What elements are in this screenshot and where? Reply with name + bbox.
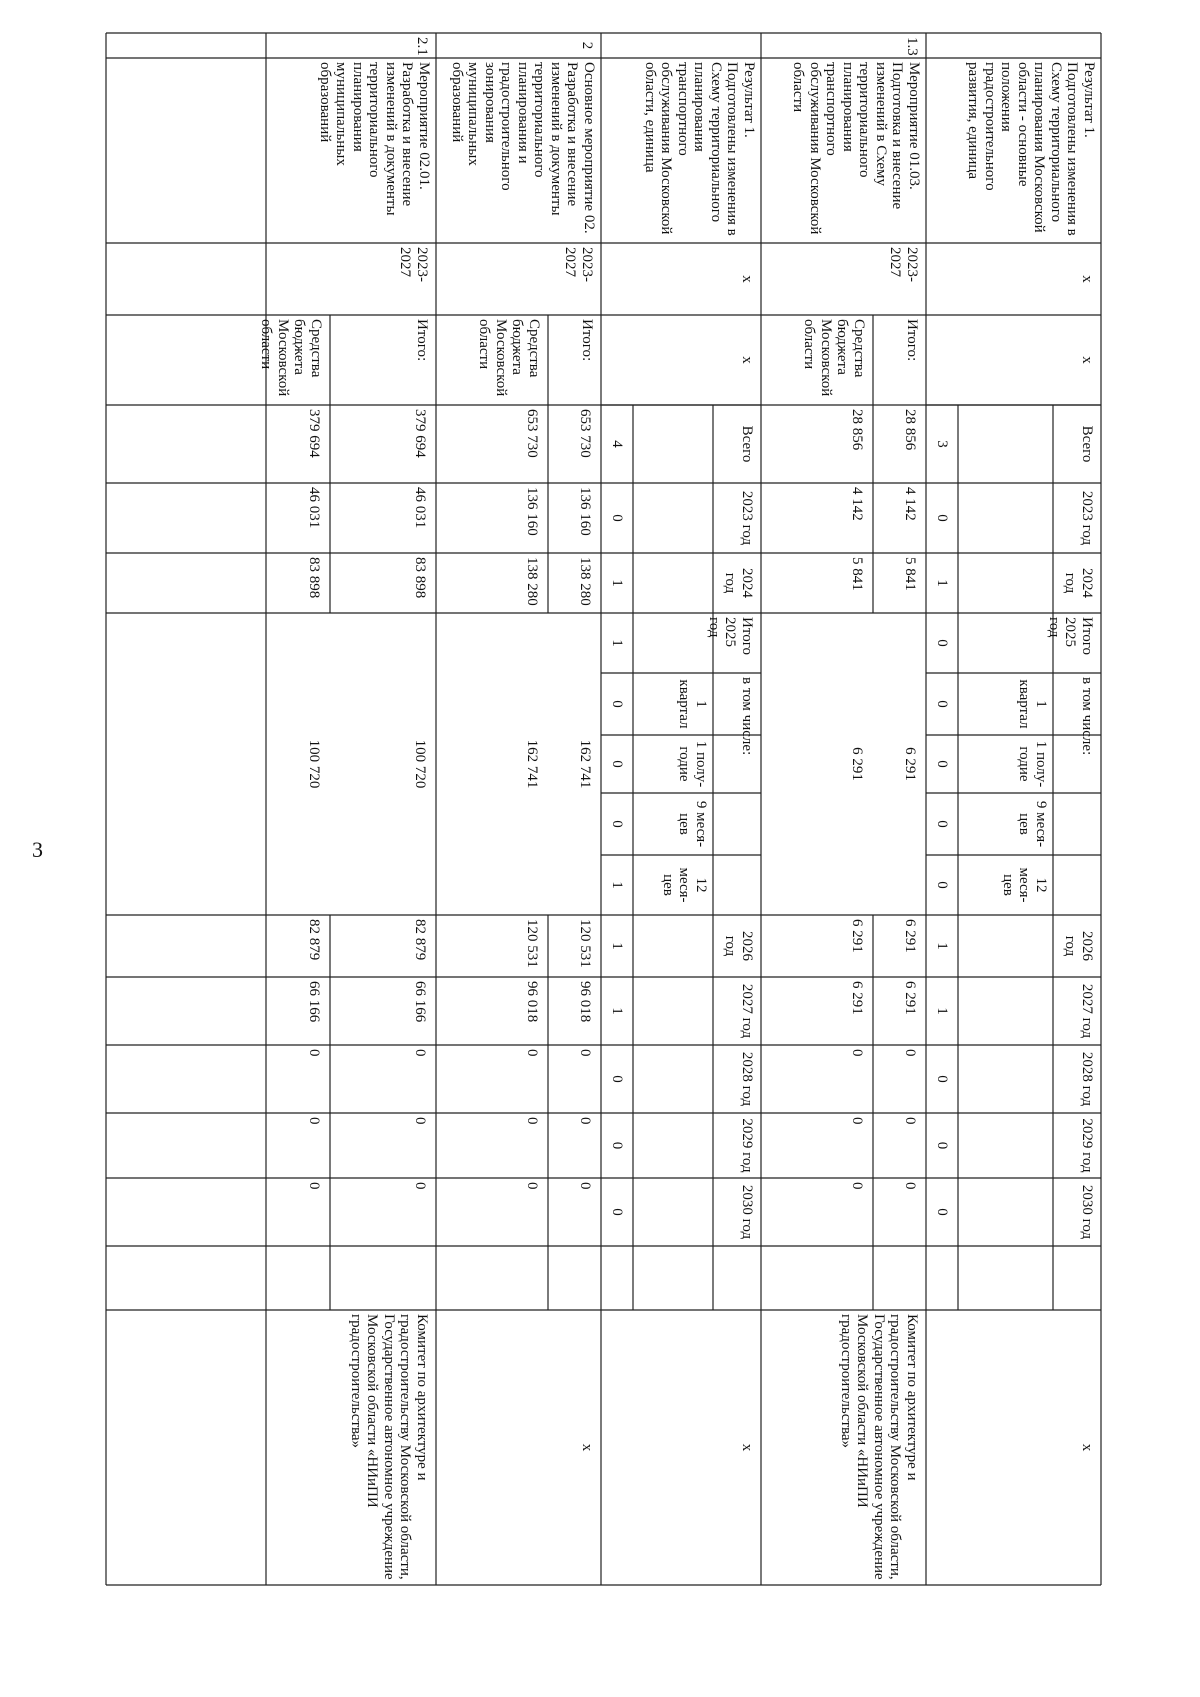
x-mark: x bbox=[1079, 275, 1095, 283]
source-value: 136 160 bbox=[524, 487, 540, 536]
header-total: Всего bbox=[739, 425, 755, 463]
total-value: 4 142 bbox=[902, 487, 918, 521]
header-2026: 2026 год bbox=[1062, 931, 1095, 961]
source-value: 0 bbox=[524, 1182, 540, 1190]
header-total: Всего bbox=[1079, 425, 1095, 463]
total-value: 66 166 bbox=[412, 981, 428, 1023]
header-2029: 2029 год bbox=[739, 1118, 755, 1173]
row-name: Мероприятие 02.01. Разработка и внесение изменений в документы территориального планирования муниципальных образований bbox=[317, 62, 432, 216]
x-mark: x bbox=[1079, 1443, 1095, 1452]
value-cell: 0 bbox=[609, 760, 625, 768]
x-mark: x bbox=[1079, 356, 1095, 364]
source-value: 4 142 bbox=[849, 487, 865, 521]
source-value: 138 280 bbox=[524, 557, 540, 606]
total-value: 379 694 bbox=[412, 409, 428, 458]
total-label: Итого: bbox=[579, 319, 595, 362]
value-cell: 0 bbox=[609, 1075, 625, 1083]
row-number: 2 bbox=[579, 41, 595, 50]
header-quarter-1: 1 квартал bbox=[1016, 679, 1049, 729]
total-value: 100 720 bbox=[412, 739, 428, 789]
value-cell: 0 bbox=[934, 700, 950, 708]
value-cell: 0 bbox=[609, 1141, 625, 1150]
value-cell: 0 bbox=[934, 1141, 950, 1150]
value-cell: 0 bbox=[609, 514, 625, 522]
source-value: 96 018 bbox=[524, 981, 540, 1023]
x-mark: x bbox=[739, 1443, 755, 1452]
header-2030: 2030 год bbox=[739, 1184, 755, 1240]
budget-table bbox=[106, 33, 1101, 1585]
value-cell: 0 bbox=[609, 700, 625, 708]
source-value: 66 166 bbox=[306, 981, 322, 1023]
source-value: 83 898 bbox=[306, 557, 322, 599]
total-value: 46 031 bbox=[412, 487, 428, 529]
value-cell: 0 bbox=[934, 639, 950, 647]
total-value: 0 bbox=[412, 1117, 428, 1125]
source-value: 46 031 bbox=[306, 487, 322, 529]
header-2027: 2027 год bbox=[739, 983, 755, 1039]
value-cell: 1 bbox=[609, 881, 625, 889]
value-cell: 0 bbox=[934, 1075, 950, 1083]
value-cell: 3 bbox=[934, 440, 950, 448]
page-number: 3 bbox=[32, 837, 43, 862]
value-cell: 1 bbox=[609, 579, 625, 587]
source-value: 28 856 bbox=[849, 409, 865, 451]
value-cell: 4 bbox=[609, 440, 625, 448]
header-9-months: 9 меся-цев bbox=[676, 800, 709, 848]
total-value: 83 898 bbox=[412, 557, 428, 599]
total-value: 136 160 bbox=[577, 487, 593, 536]
total-value: 28 856 bbox=[902, 409, 918, 451]
value-cell: 0 bbox=[934, 881, 950, 889]
source-label: Средства бюджета Московской области bbox=[476, 319, 542, 397]
value-cell: 1 bbox=[934, 579, 950, 587]
source-label: Средства бюджета Московской области bbox=[258, 319, 324, 397]
header-2023: 2023 год bbox=[1079, 490, 1095, 546]
total-value: 0 bbox=[902, 1117, 918, 1125]
value-cell: 0 bbox=[934, 1208, 950, 1216]
total-value: 0 bbox=[577, 1117, 593, 1125]
value-cell: 0 bbox=[934, 760, 950, 768]
responsible-party: Комитет по архитектуре и градостроительству Московской области, Государственное автономное учреждение Московской области «НИиПИ градостроительства» bbox=[348, 1314, 430, 1580]
header-2029: 2029 год bbox=[1079, 1118, 1095, 1173]
header-2028: 2028 год bbox=[1079, 1051, 1095, 1107]
source-value: 82 879 bbox=[306, 919, 322, 961]
value-cell: 0 bbox=[934, 514, 950, 522]
header-2024: 2024 год bbox=[1062, 568, 1095, 598]
total-value: 138 280 bbox=[577, 557, 593, 606]
value-cell: 1 bbox=[934, 1007, 950, 1015]
total-value: 5 841 bbox=[902, 557, 918, 591]
source-value: 0 bbox=[849, 1182, 865, 1190]
x-mark: x bbox=[739, 275, 755, 283]
row-period: 2023-2027 bbox=[562, 247, 595, 282]
total-value: 0 bbox=[412, 1049, 428, 1057]
value-cell: 1 bbox=[934, 942, 950, 950]
total-value: 0 bbox=[902, 1182, 918, 1190]
header-half-year: 1 полу-годие bbox=[1016, 740, 1049, 788]
row-number: 1.3 bbox=[904, 37, 920, 56]
value-cell: 0 bbox=[609, 1208, 625, 1216]
header-12-months: 12 меся-цев bbox=[1000, 867, 1049, 903]
source-value: 0 bbox=[306, 1117, 322, 1125]
total-value: 120 531 bbox=[577, 919, 593, 968]
total-value: 6 291 bbox=[902, 919, 918, 953]
header-quarter-1: 1 квартал bbox=[676, 679, 709, 729]
source-value: 0 bbox=[849, 1117, 865, 1125]
header-2028: 2028 год bbox=[739, 1051, 755, 1107]
responsible-party: x bbox=[579, 1443, 595, 1452]
header-including: в том числе: bbox=[1079, 677, 1095, 756]
header-2024: 2024 год bbox=[722, 568, 755, 598]
total-value: 0 bbox=[577, 1182, 593, 1190]
result-label: Результат 1. Подготовлены изменения в Схему территориального планирования Московской области - основные положения градостроительного развития, единица bbox=[965, 62, 1097, 236]
row-name: Основное мероприятие 02. Разработка и внесение изменений в документы территориального планирования и градостроительного зонирования муниципальных образований bbox=[449, 62, 597, 234]
total-value: 6 291 bbox=[902, 747, 918, 781]
value-cell: 1 bbox=[609, 942, 625, 950]
total-label: Итого: bbox=[414, 319, 430, 362]
total-value: 653 730 bbox=[577, 409, 593, 458]
header-including: в том числе: bbox=[739, 677, 755, 756]
x-mark: x bbox=[739, 356, 755, 364]
result-label: Результат 1. Подготовлены изменения в Схему территориального планирования транспортного обслуживания Московской области, единица bbox=[642, 62, 757, 236]
source-value: 0 bbox=[524, 1117, 540, 1125]
source-value: 653 730 bbox=[524, 409, 540, 458]
total-value: 82 879 bbox=[412, 919, 428, 961]
value-cell: 1 bbox=[609, 1007, 625, 1015]
source-value: 0 bbox=[306, 1182, 322, 1190]
header-2023: 2023 год bbox=[739, 490, 755, 546]
header-2026: 2026 год bbox=[722, 931, 755, 961]
header-2030: 2030 год bbox=[1079, 1184, 1095, 1240]
total-value: 0 bbox=[412, 1182, 428, 1190]
total-value: 162 741 bbox=[577, 739, 593, 789]
total-value: 0 bbox=[902, 1049, 918, 1057]
row-name: Мероприятие 01.03. Подготовка и внесение изменений в Схему территориального планирования транспортного обслуживания Московской области bbox=[790, 62, 922, 235]
source-value: 0 bbox=[306, 1049, 322, 1057]
total-value: 6 291 bbox=[902, 981, 918, 1015]
total-value: 0 bbox=[577, 1049, 593, 1057]
header-total-2025: Итого 2025 год bbox=[1046, 617, 1095, 655]
total-label: Итого: bbox=[904, 319, 920, 362]
value-cell: 0 bbox=[934, 820, 950, 828]
row-period: 2023-2027 bbox=[397, 247, 430, 282]
header-total-2025: Итого 2025 год bbox=[706, 617, 755, 655]
header-2027: 2027 год bbox=[1079, 983, 1095, 1039]
source-value: 162 741 bbox=[524, 739, 540, 789]
source-value: 6 291 bbox=[849, 919, 865, 953]
responsible-party: Комитет по архитектуре и градостроительству Московской области, Государственное автономное учреждение Московской области «НИиПИ градостроительства» bbox=[838, 1314, 920, 1580]
header-half-year: 1 полу-годие bbox=[676, 740, 709, 788]
row-number: 2.1 bbox=[414, 37, 430, 56]
source-value: 6 291 bbox=[849, 747, 865, 781]
source-value: 120 531 bbox=[524, 919, 540, 968]
source-value: 6 291 bbox=[849, 981, 865, 1015]
source-value: 100 720 bbox=[306, 739, 322, 789]
source-value: 379 694 bbox=[306, 409, 322, 458]
row-period: 2023-2027 bbox=[887, 247, 920, 282]
source-label: Средства бюджета Московской области bbox=[801, 319, 867, 397]
total-value: 96 018 bbox=[577, 981, 593, 1023]
header-9-months: 9 меся-цев bbox=[1016, 800, 1049, 848]
value-cell: 0 bbox=[609, 820, 625, 828]
source-value: 0 bbox=[849, 1049, 865, 1057]
source-value: 0 bbox=[524, 1049, 540, 1057]
source-value: 5 841 bbox=[849, 557, 865, 591]
value-cell: 1 bbox=[609, 639, 625, 647]
header-12-months: 12 меся-цев bbox=[660, 867, 709, 903]
